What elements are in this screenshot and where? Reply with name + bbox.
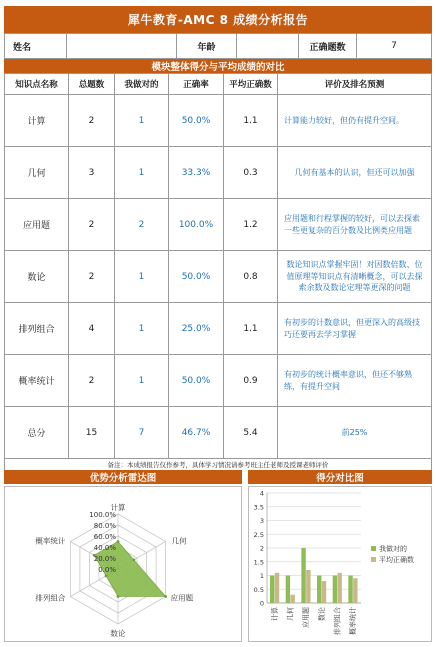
radar-chart-title: 优势分析雷达图 xyxy=(4,470,242,484)
bar-category-label: 应用题 xyxy=(302,607,311,628)
bar-mark xyxy=(275,573,279,603)
table-row xyxy=(5,251,432,303)
radar-svg xyxy=(5,487,241,641)
topic-name: 几何 xyxy=(5,147,69,199)
bar-tick-label: 3.5 xyxy=(253,503,264,512)
bar-mark xyxy=(306,570,310,603)
bar-category-label: 排列组合 xyxy=(333,607,342,635)
note-text: 备注：本成绩报告仅作参考，具体学习情况请参考班主任老师及授课老师评价 xyxy=(4,459,432,470)
total-count: 2 xyxy=(69,355,115,407)
bar-chart xyxy=(248,486,432,642)
correct-rate: 25.0% xyxy=(169,303,224,355)
radar-category-label: 几何 xyxy=(171,536,187,546)
topic-name: 排列组合 xyxy=(5,303,69,355)
my-correct: 1 xyxy=(115,147,169,199)
correct-count-label: 正确题数 xyxy=(299,34,357,59)
correct-rate: 50.0% xyxy=(169,355,224,407)
correct-rate: 46.7% xyxy=(169,407,224,459)
age-value xyxy=(237,34,299,59)
my-correct: 1 xyxy=(115,355,169,407)
radar-data-point xyxy=(117,540,120,543)
evaluation: 有初步的计数意识，但更深入的高级技巧还要再去学习掌握 xyxy=(278,303,432,355)
radar-data-point xyxy=(132,558,135,561)
legend-label: 平均正确数 xyxy=(379,556,414,564)
bar-tick-label: 1.5 xyxy=(253,558,264,567)
correct-count-value: 7 xyxy=(357,34,432,59)
section-title: 模块整体得分与平均成绩的对比 xyxy=(4,59,432,73)
legend-swatch xyxy=(371,557,376,562)
bar-mark xyxy=(270,576,274,604)
bar-mark xyxy=(286,576,290,604)
my-correct: 2 xyxy=(115,199,169,251)
bar-mark xyxy=(353,578,357,603)
bar-mark xyxy=(301,548,305,603)
bar-mark xyxy=(317,576,321,604)
header-eval: 评价及排名预测 xyxy=(278,74,432,95)
student-info-table xyxy=(4,33,432,59)
topic-name: 概率统计 xyxy=(5,355,69,407)
total-count: 3 xyxy=(69,147,115,199)
radar-chart xyxy=(4,486,242,642)
name-value xyxy=(67,34,177,59)
avg-correct: 0.9 xyxy=(224,355,278,407)
bar-tick-label: 0.5 xyxy=(253,585,264,594)
radar-category-label: 应用题 xyxy=(170,593,194,603)
header-avg: 平均正确数 xyxy=(224,74,278,95)
bar-tick-label: 1 xyxy=(259,572,264,580)
table-row xyxy=(5,303,432,355)
total-count: 2 xyxy=(69,251,115,303)
avg-correct: 0.8 xyxy=(224,251,278,303)
radar-tick-label: 80.0% xyxy=(93,522,116,530)
evaluation: 几何有基本的认识，但还可以加强 xyxy=(278,147,432,199)
radar-tick-label: 100.0% xyxy=(89,511,116,519)
correct-rate: 33.3% xyxy=(169,147,224,199)
header-rate: 正确率 xyxy=(169,74,224,95)
total-count: 2 xyxy=(69,95,115,147)
radar-tick-label: 20.0% xyxy=(93,555,116,563)
correct-rate: 100.0% xyxy=(169,199,224,251)
name-label: 姓名 xyxy=(5,34,67,59)
bar-mark xyxy=(322,581,326,603)
bar-tick-label: 2.5 xyxy=(253,530,264,539)
avg-correct: 5.4 xyxy=(224,407,278,459)
radar-category-label: 计算 xyxy=(110,503,126,512)
table-row xyxy=(5,95,432,147)
table-row xyxy=(5,199,432,251)
radar-data-point xyxy=(164,595,167,598)
evaluation: 计算能力较好，但仍有提升空间。 xyxy=(278,95,432,147)
bar-category-label: 几何 xyxy=(286,607,295,621)
radar-category-label: 排列组合 xyxy=(35,593,66,603)
radar-category-label: 数论 xyxy=(110,629,126,638)
legend-swatch xyxy=(371,546,376,551)
radar-data-point xyxy=(105,574,108,577)
radar-tick-label: 60.0% xyxy=(93,533,116,541)
my-correct: 1 xyxy=(115,95,169,147)
avg-correct: 0.3 xyxy=(224,147,278,199)
my-correct: 1 xyxy=(115,303,169,355)
evaluation: 数论知识点掌握牢固！对因数倍数、位值原理等知识点有清晰概念，可以去探索余数及数论定理等更深的问题 xyxy=(278,251,432,303)
avg-correct: 1.1 xyxy=(224,95,278,147)
evaluation: 应用题和行程掌握的较好，可以去探索一些更复杂的百分数及比例类应用题 xyxy=(278,199,432,251)
radar-category-label: 概率统计 xyxy=(35,536,66,546)
bar-category-label: 数论 xyxy=(317,607,326,621)
bar-tick-label: 0 xyxy=(259,599,264,608)
bar-tick-label: 2 xyxy=(259,544,264,553)
bar-mark xyxy=(333,576,337,604)
bar-chart-title: 得分对比图 xyxy=(248,470,432,484)
bar-svg xyxy=(249,487,431,641)
header-mine: 我做对的 xyxy=(115,74,169,95)
my-correct: 1 xyxy=(115,251,169,303)
bar-tick-label: 4 xyxy=(259,489,264,498)
bar-category-label: 计算 xyxy=(270,607,279,621)
bar-tick-label: 3 xyxy=(259,517,264,525)
bar-mark xyxy=(338,573,342,603)
total-count: 4 xyxy=(69,303,115,355)
topic-name: 应用题 xyxy=(5,199,69,251)
radar-tick-label: 40.0% xyxy=(93,544,116,552)
header-topic: 知识点名称 xyxy=(5,74,69,95)
ranking-prediction: 前25% xyxy=(278,407,432,459)
radar-data-point xyxy=(117,595,120,598)
topic-name: 计算 xyxy=(5,95,69,147)
correct-rate: 50.0% xyxy=(169,251,224,303)
age-label: 年龄 xyxy=(177,34,237,59)
total-label: 总分 xyxy=(5,407,69,459)
bar-mark xyxy=(291,595,295,603)
my-correct: 7 xyxy=(115,407,169,459)
module-score-table xyxy=(4,73,432,459)
total-row xyxy=(5,407,432,459)
topic-name: 数论 xyxy=(5,251,69,303)
total-count: 15 xyxy=(69,407,115,459)
correct-rate: 50.0% xyxy=(169,95,224,147)
table-row xyxy=(5,355,432,407)
avg-correct: 1.1 xyxy=(224,303,278,355)
bar-mark xyxy=(348,576,352,604)
avg-correct: 1.2 xyxy=(224,199,278,251)
report-title: 犀牛教育-AMC 8 成绩分析报告 xyxy=(4,6,432,33)
total-count: 2 xyxy=(69,199,115,251)
bar-category-label: 概率统计 xyxy=(349,607,358,635)
legend-label: 我做对的 xyxy=(379,545,407,553)
table-row xyxy=(5,147,432,199)
evaluation: 有初步的统计概率意识，但还不够熟练，有提升空间 xyxy=(278,355,432,407)
table-header-row xyxy=(5,74,432,95)
radar-tick-label: 0.0% xyxy=(98,566,116,574)
header-total: 总题数 xyxy=(69,74,115,95)
